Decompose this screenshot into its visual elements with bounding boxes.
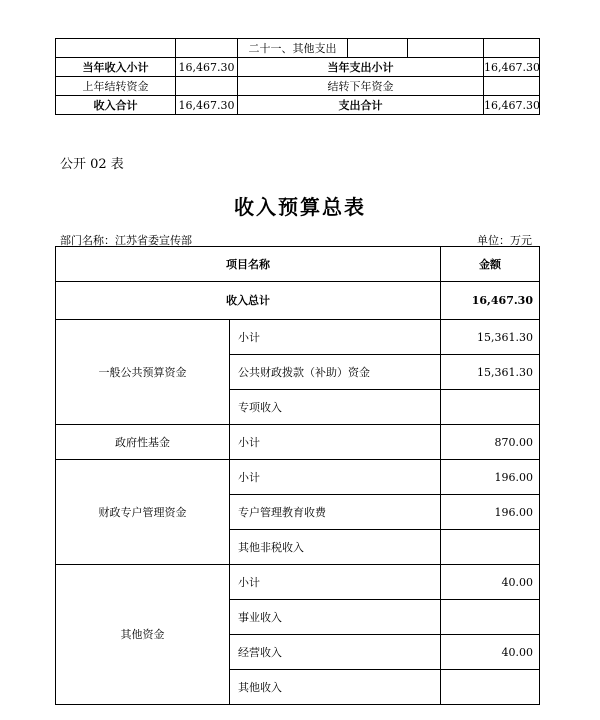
table-header-row <box>56 247 540 282</box>
row-value <box>441 530 540 565</box>
expense-total-label: 支出合计 <box>238 96 484 115</box>
row-label: 小计 <box>230 460 441 495</box>
table-row <box>56 565 540 600</box>
current-income-subtotal-value: 16,467.30 <box>176 58 238 77</box>
income-grand-total-value: 16,467.30 <box>441 282 540 320</box>
row-value: 15,361.30 <box>441 355 540 390</box>
row-value <box>441 600 540 635</box>
unit-label: 单位：万元 <box>477 234 532 247</box>
row-value: 40.00 <box>441 635 540 670</box>
row-label: 专户管理教育收费 <box>230 495 441 530</box>
expense-item-label: 二十一、其他支出 <box>238 39 348 58</box>
table-cell <box>348 39 408 58</box>
table-row <box>56 58 540 77</box>
row-label: 事业收入 <box>230 600 441 635</box>
expenditure-summary-table <box>55 38 540 115</box>
row-value: 870.00 <box>441 425 540 460</box>
table-cell <box>408 39 484 58</box>
income-grand-total-label: 收入总计 <box>56 282 441 320</box>
group-name: 财政专户管理资金 <box>56 460 230 565</box>
row-value: 15,361.30 <box>441 320 540 355</box>
row-label: 专项收入 <box>230 390 441 425</box>
table-cell <box>484 39 540 58</box>
group-name: 一般公共预算资金 <box>56 320 230 425</box>
row-label: 经营收入 <box>230 635 441 670</box>
table-number-label: 公开 02 表 <box>60 157 124 172</box>
next-year-carryover-label: 结转下年资金 <box>238 77 484 96</box>
expense-total-value: 16,467.30 <box>484 96 540 115</box>
table-row <box>56 77 540 96</box>
table-row <box>56 320 540 355</box>
income-total-value: 16,467.30 <box>176 96 238 115</box>
department-name: 部门名称：江苏省委宣传部 <box>60 234 192 247</box>
header-amount: 金额 <box>441 247 540 282</box>
income-budget-table <box>55 246 540 705</box>
table-cell <box>176 39 238 58</box>
table-row <box>56 96 540 115</box>
table-cell <box>484 77 540 96</box>
table-cell <box>176 77 238 96</box>
current-expense-subtotal-value: 16,467.30 <box>484 58 540 77</box>
current-income-subtotal-label: 当年收入小计 <box>56 58 176 77</box>
row-value <box>441 390 540 425</box>
row-label: 小计 <box>230 425 441 460</box>
row-value: 196.00 <box>441 495 540 530</box>
group-name: 政府性基金 <box>56 425 230 460</box>
row-value: 196.00 <box>441 460 540 495</box>
row-value <box>441 670 540 705</box>
table-row <box>56 39 540 58</box>
group-name: 其他资金 <box>56 565 230 705</box>
income-total-label: 收入合计 <box>56 96 176 115</box>
table-cell <box>56 39 176 58</box>
row-label: 其他收入 <box>230 670 441 705</box>
row-label: 其他非税收入 <box>230 530 441 565</box>
header-item-name: 项目名称 <box>56 247 441 282</box>
prior-year-carryover-label: 上年结转资金 <box>56 77 176 96</box>
page-title: 收入预算总表 <box>234 195 366 219</box>
table-row <box>56 282 540 320</box>
table-row <box>56 460 540 495</box>
row-label: 小计 <box>230 565 441 600</box>
row-value: 40.00 <box>441 565 540 600</box>
row-label: 公共财政拨款（补助）资金 <box>230 355 441 390</box>
table-row <box>56 425 540 460</box>
row-label: 小计 <box>230 320 441 355</box>
current-expense-subtotal-label: 当年支出小计 <box>238 58 484 77</box>
